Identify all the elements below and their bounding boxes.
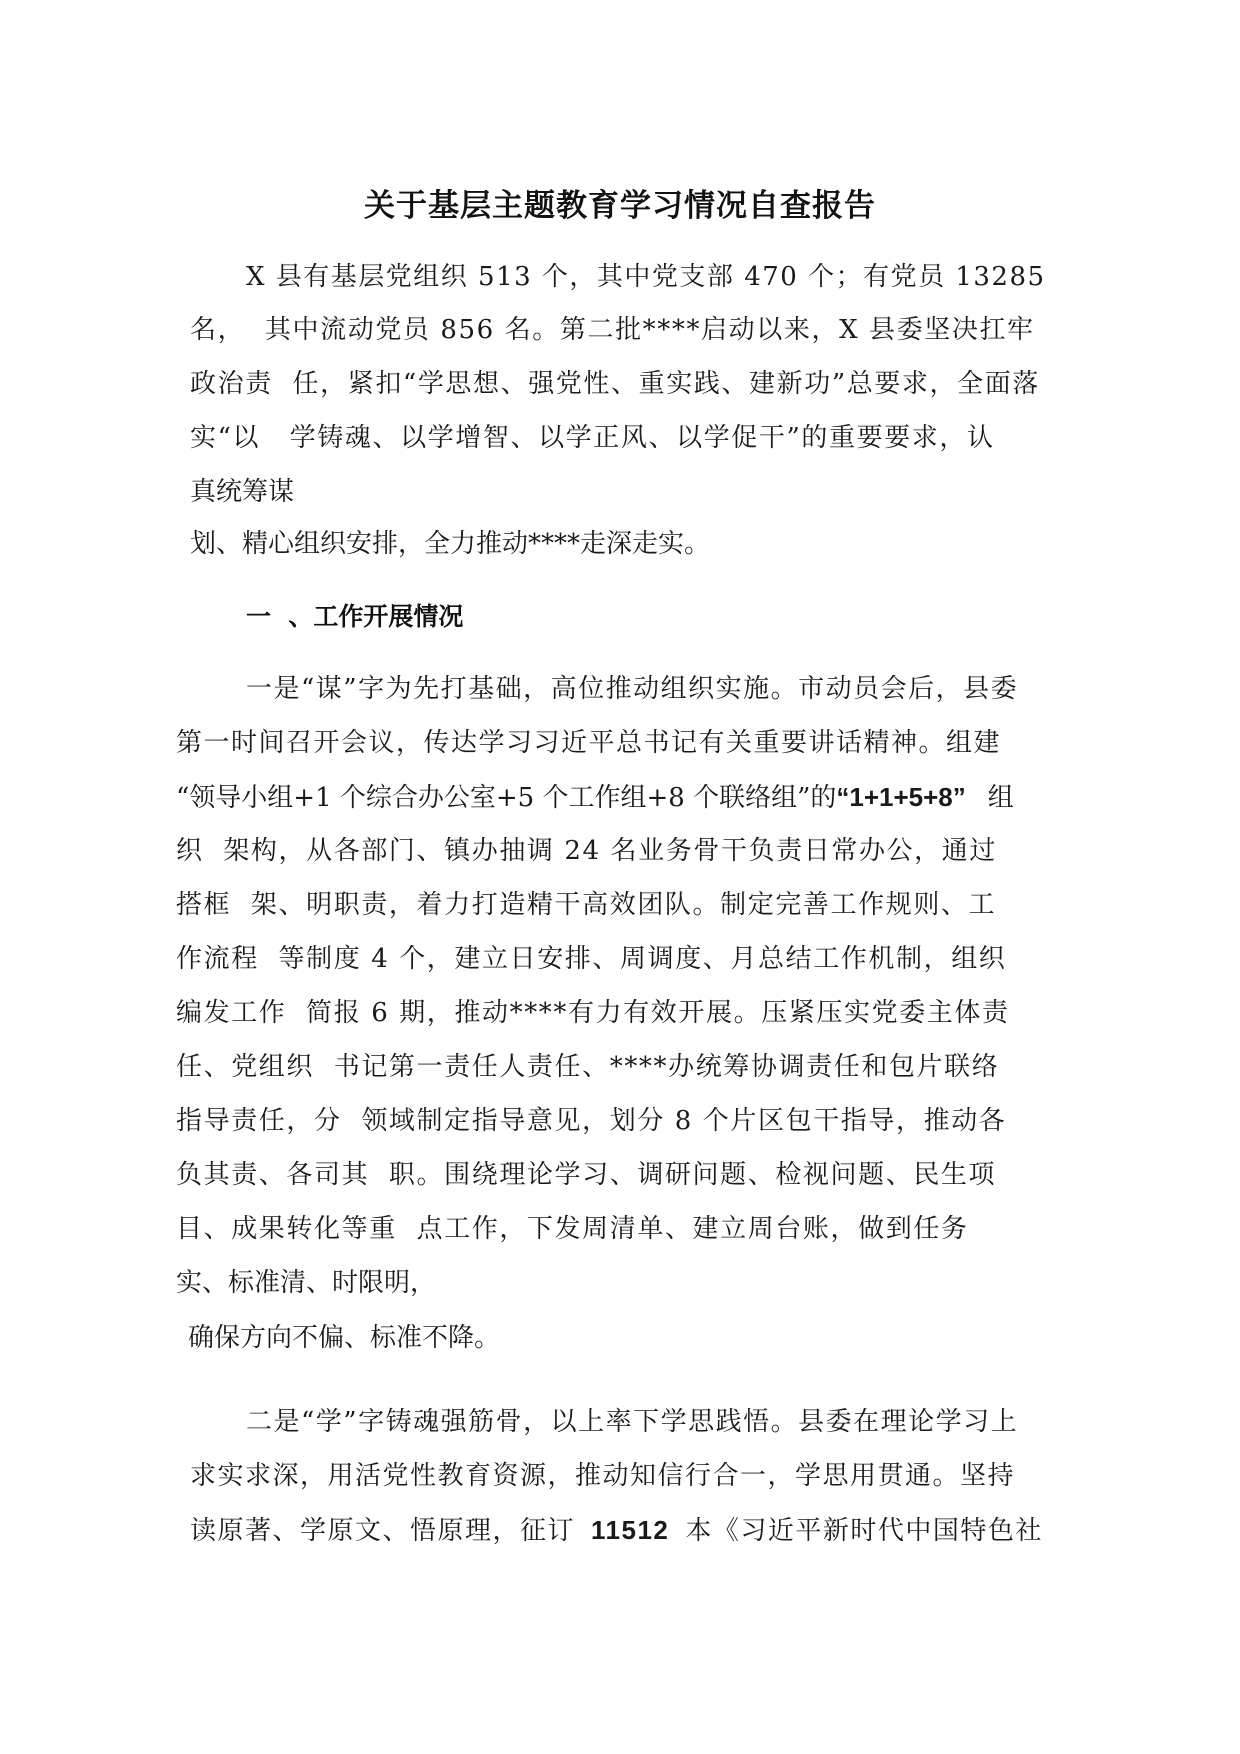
section-heading: 一 、工作开展情况 [246, 602, 464, 631]
para1-line-4: 织 架构，从各部门、镇办抽调 24 名业务骨干负责日常办公，通过 [176, 836, 997, 866]
intro-line-1: X 县有基层党组织 513 个，其中党支部 470 个；有党员 13285 [246, 262, 1046, 292]
document-title: 关于基层主题教育学习情况自查报告 [364, 188, 876, 224]
para1-line-3-text: “领导小组+1 个综合办公室+5 个工作组+8 个联络组”的 [176, 783, 837, 813]
para1-line-13: 确保方向不偏、标准不降。 [188, 1323, 501, 1353]
para1-line-11: 目、成果转化等重 点工作，下发周清单、建立周台账，做到任务 [176, 1214, 969, 1244]
intro-line-2: 名， 其中流动党员 856 名。第二批****启动以来，X 县委坚决扛牢 [190, 315, 1035, 345]
para1-line-7: 编发工作 简报 6 期，推动****有力有效开展。压紧压实党委主体责 [176, 998, 1010, 1028]
para2-line-3 [190, 1512, 1043, 1549]
para2-line-3-text: 读原著、学原文、悟原理，征订 [190, 1516, 576, 1546]
intro-line-3: 政治责 任，紧扣“学思想、强党性、重实践、建新功”总要求，全面落 [190, 369, 1040, 399]
para1-line-6: 作流程 等制度 4 个，建立日安排、周调度、月总结工作机制，组织 [176, 944, 1007, 974]
intro-line-4: 实“以 学铸魂、以学增智、以学正风、以学促干”的重要要求，认 [190, 423, 995, 453]
para2-count-bold: 11512 [591, 1515, 670, 1545]
intro-line-6: 划、精心组织安排，全力推动****走深走实。 [190, 529, 711, 559]
para1-line-3-tail: 组 [987, 783, 1014, 813]
para1-line-9: 指导责任，分 领域制定指导意见，划分 8 个片区包干指导，推动各 [176, 1106, 1007, 1136]
para1-line-5: 搭框 架、明职责，着力打造精干高效团队。制定完善工作规则、工 [176, 890, 997, 920]
para1-line-1: 一是“谋”字为先打基础，高位推动组织实施。市动员会后，县委 [246, 674, 1019, 704]
para2-line-1: 二是“学”字铸魂强筋骨，以上率下学思践悟。县委在理论学习上 [246, 1407, 1019, 1437]
para1-structure-bold: “1+1+5+8” [836, 782, 966, 812]
para1-line-8: 任、党组织 书记第一责任人责任、****办统筹协调责任和包片联络 [176, 1052, 1000, 1082]
para1-line-2: 第一时间召开会议，传达学习习近平总书记有关重要讲话精神。组建 [176, 728, 1002, 758]
para2-line-3-tail: 本《习近平新时代中国特色社 [685, 1516, 1043, 1546]
intro-line-5: 真统筹谋 [190, 477, 295, 507]
para2-line-2: 求实求深，用活党性教育资源，推动知信行合一，学思用贯通。坚持 [190, 1461, 1016, 1491]
para1-line-12: 实、标准清、时限明， [176, 1268, 437, 1298]
para1-line-10: 负其责、各司其 职。围绕理论学习、调研问题、检视问题、民生项 [176, 1160, 997, 1190]
para1-line-3 [176, 779, 1014, 816]
